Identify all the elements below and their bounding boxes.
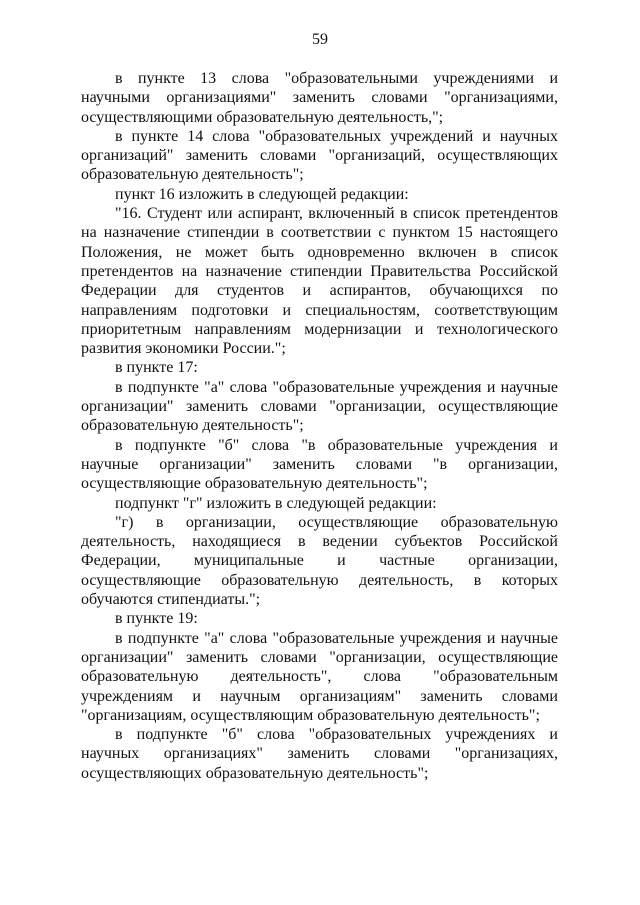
paragraph-point-19-intro: в пункте 19: (115, 610, 198, 628)
paragraph-point-17-a: в подпункте "а" слова "образовательные учреждения и научные организации" заменить словами "организации, осуществляющие образовательную деятельность"; (81, 378, 558, 435)
paragraph-point-13: в пункте 13 слова "образовательными учреждениями и научными организациями" заменить словами "организациями, осуществляющими образовательную деятельность,"; (81, 70, 558, 126)
page-number: 59 (312, 31, 328, 48)
paragraph-point-14: в пункте 14 слова "образовательных учреждений и научных организаций" заменить словами "организаций, осуществляющих образовательную деятельность"; (81, 127, 558, 184)
paragraph-point-19-b: в подпункте "б" слова "образовательных учреждениях и научных организациях" заменить словами "организациях, осуществляющих образовательную деятельность"; (81, 726, 558, 782)
paragraph-point-19-a: в подпункте "а" слова "образовательные учреждения и научные организации" заменить словами "организации, осуществляющие образовательную деятельность", слова "образовательным учреждениям и научным организациям" заменить словами "организациям, осуществляющим образовательную деятельность"; (81, 629, 558, 724)
paragraph-point-17-b: в подпункте "б" слова "в образовательные учреждения и научные организации" заменить словами "в организации, осуществляющие образовательную деятельность"; (81, 436, 558, 493)
paragraph-point-17-g-intro: подпункт "г" изложить в следующей редакции: (115, 494, 437, 512)
document-body (81, 69, 558, 783)
paragraph-point-16-intro: пункт 16 изложить в следующей редакции: (115, 185, 409, 203)
paragraph-point-17-intro: в пункте 17: (115, 359, 198, 377)
paragraph-point-16-text: "16. Студент или аспирант, включенный в список претендентов на назначение стипендии в соответствии с пунктом 15 настоящего Положения, не может быть одновременно включен в список претендентов на назначение стипендии Правительства Российской Федерации для студентов и аспирантов, обучающихся по направлениям подготовки и специальностям, соответствующим приоритетным направлениям модернизации и технологического развития экономики России."; (81, 205, 558, 358)
paragraph-point-17-g-text: "г) в организации, осуществляющие образовательную деятельность, находящиеся в ведении субъектов Российской Федерации, муниципальные и частные организации, осуществляющие образовательную деятельность, в которых обучаются стипендиаты."; (81, 513, 558, 609)
